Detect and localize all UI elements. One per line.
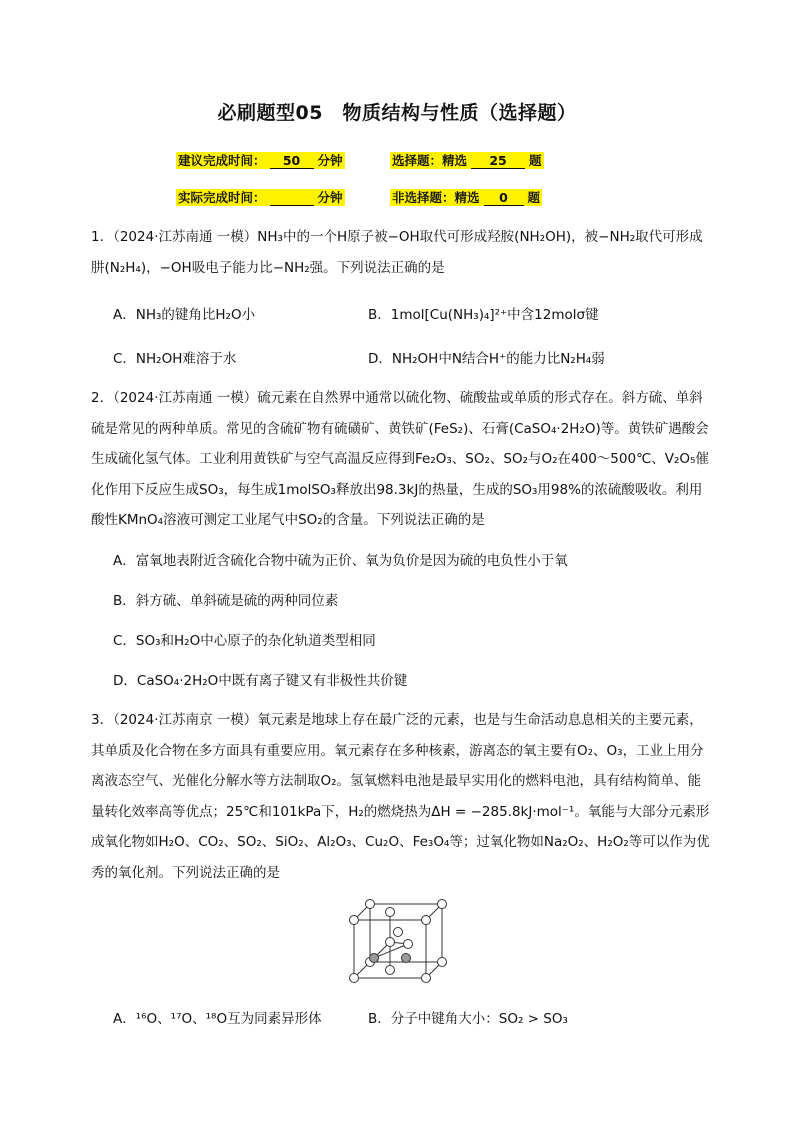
question-1-option-d: D．NH₂OH中N结合H⁺的能力比N₂H₄弱 — [368, 351, 605, 367]
question-2-option-c: C．SO₃和H₂O中心原子的杂化轨道类型相同 — [113, 633, 376, 649]
nonchoice-count-unit: 题 — [527, 190, 541, 205]
nonchoice-count-row — [390, 187, 542, 207]
nonchoice-count-label: 非选择题：精选 — [392, 190, 480, 205]
crystal-structure-diagram — [344, 898, 456, 986]
actual-time-unit: 分钟 — [317, 190, 343, 205]
choice-count-label: 选择题：精选 — [392, 153, 468, 168]
question-1-stem: 1．（2024·江苏南通 一模）NH₃中的一个H原子被−OH取代可形成羟胺(NH₂OH)，被−NH₂取代可形成肼(N₂H₄)，−OH吸电子能力比−NH₂强。下列说法正确的是 — [91, 229, 703, 276]
actual-time-value[interactable] — [270, 190, 314, 206]
actual-time-label: 实际完成时间： — [178, 190, 266, 205]
question-1-option-b: B．1mol[Cu(NH₃)₄]²⁺中含12molσ键 — [368, 307, 599, 323]
question-2-option-a: A．富氧地表附近含硫化合物中硫为正价、氧为负价是因为硫的电负性小于氧 — [113, 553, 568, 569]
question-2-option-b: B．斜方硫、单斜硫是硫的两种同位素 — [113, 593, 339, 609]
suggest-time-label: 建议完成时间： — [178, 153, 266, 168]
actual-time-row — [176, 187, 345, 207]
question-2-stem: 2．（2024·江苏南通 一模）硫元素在自然界中通常以硫化物、硫酸盐或单质的形式存在。斜方硫、单斜硫是常见的两种单质。常见的含硫矿物有硫磺矿、黄铁矿(FeS₂)、石膏(CaSO₄·2H₂O)等。黄铁矿遇酸会生成硫化氢气体。工业利用黄铁矿与空气高温反应得到Fe₂O₃、SO₂、SO₂与O₂在400～500℃、V₂O₅催化作用下反应生成SO₃，每生成1molSO₃释放出98.3kJ的热量，生成的SO₃用98%的浓硫酸吸收。利用酸性KMnO₄溶液可测定工业尾气中SO₂的含量。下列说法正确的是 — [91, 390, 709, 528]
choice-count-row — [390, 150, 544, 170]
question-3-option-a: A．¹⁶O、¹⁷O、¹⁸O互为同素异形体 — [113, 1011, 322, 1027]
suggest-time-value: 50 — [270, 153, 314, 169]
page-title: 必刷题型05 物质结构与性质（选择题） — [217, 102, 577, 124]
choice-count-value: 25 — [471, 153, 525, 169]
question-3-option-b: B．分子中键角大小：SO₂ > SO₃ — [368, 1011, 568, 1027]
question-1-option-c: C．NH₂OH难溶于水 — [113, 351, 237, 367]
question-1-option-a: A．NH₃的键角比H₂O小 — [113, 307, 256, 323]
question-3-stem: 3．（2024·江苏南京 一模）氧元素是地球上存在最广泛的元素，也是与生命活动息息相关的主要元素，其单质及化合物在多方面具有重要应用。氧元素存在多种核素，游离态的氧主要有O₂、O₃，工业上用分离液态空气、光催化分解水等方法制取O₂。氢氧燃料电池是最早实用化的燃料电池，具有结构简单、能量转化效率高等优点；25℃和101kPa下，H₂的燃烧热为ΔH = −285.8kJ·mol⁻¹。氧能与大部分元素形成氧化物如H₂O、CO₂、SO₂、SiO₂、Al₂O₃、Cu₂O、Fe₃O₄等；过氧化物如Na₂O₂、H₂O₂等可以作为优秀的氧化剂。下列说法正确的是 — [91, 712, 710, 881]
choice-count-unit: 题 — [529, 153, 542, 168]
suggest-time-unit: 分钟 — [317, 153, 343, 168]
nonchoice-count-value: 0 — [484, 190, 524, 206]
suggest-time-row — [176, 150, 345, 170]
question-2-option-d: D．CaSO₄·2H₂O中既有离子键又有非极性共价键 — [113, 673, 408, 689]
